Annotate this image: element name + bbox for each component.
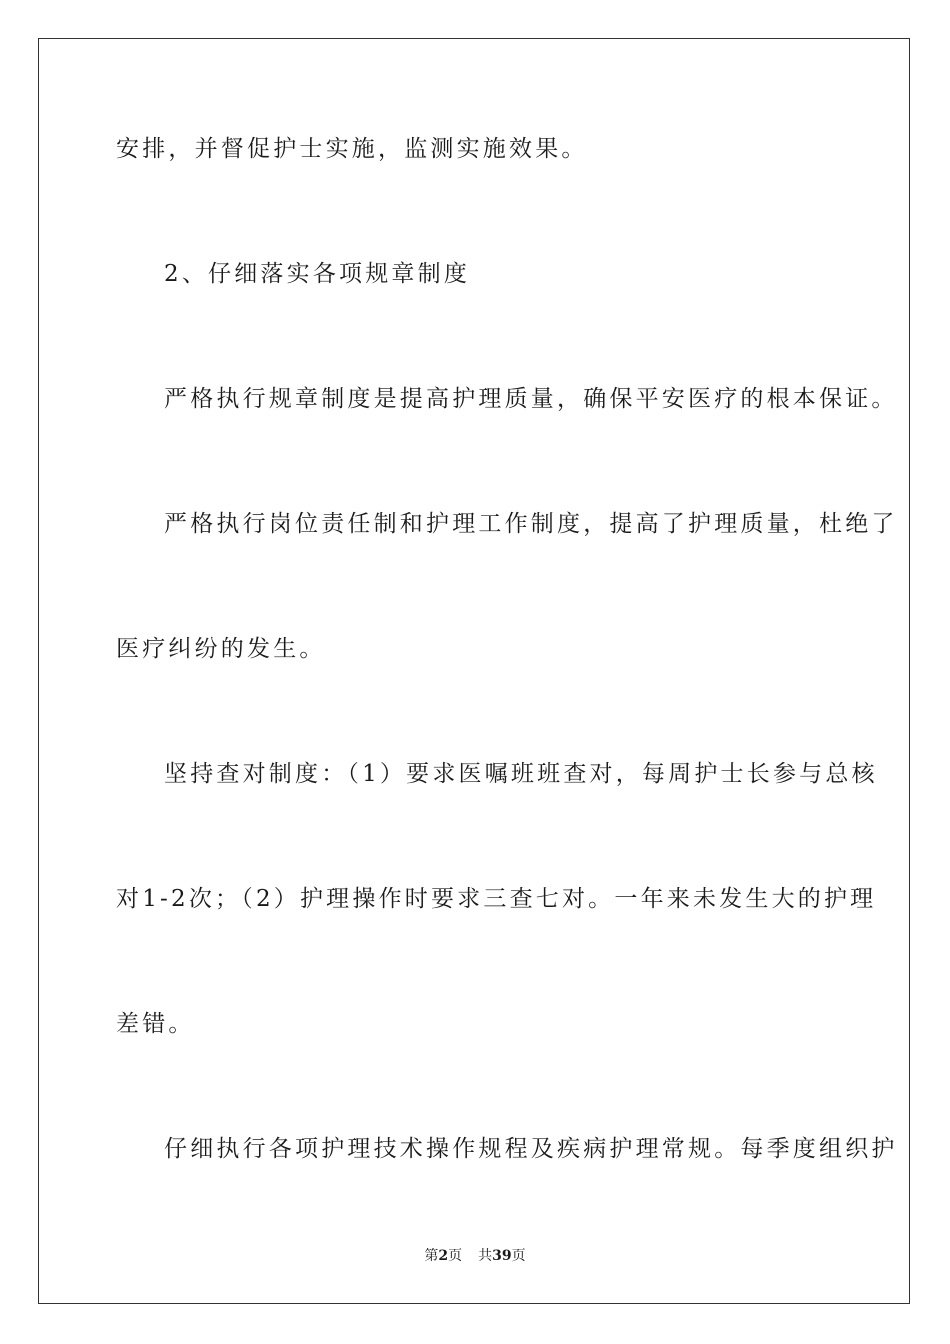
- paragraph-line-1: 安排，并督促护士实施，监测实施效果。: [116, 136, 588, 162]
- page-prefix: 第: [424, 1248, 439, 1264]
- section-heading: 2、仔细落实各项规章制度: [164, 261, 471, 287]
- total-prefix: 共: [478, 1248, 493, 1264]
- paragraph-line-3: 严格执行岗位责任制和护理工作制度，提高了护理质量，杜绝了: [164, 511, 898, 537]
- paragraph-line-4: 医疗纠纷的发生。: [116, 636, 326, 662]
- page-footer: [0, 1246, 950, 1266]
- paragraph-line-2: 严格执行规章制度是提高护理质量，确保平安医疗的根本保证。: [164, 386, 898, 412]
- paragraph-line-8: 仔细执行各项护理技术操作规程及疾病护理常规。每季度组织护: [164, 1136, 898, 1162]
- page-unit: 页: [448, 1248, 463, 1264]
- total-page-number: 39: [492, 1248, 512, 1264]
- page-border: [38, 38, 910, 1304]
- paragraph-line-6: 对1-2次；（2）护理操作时要求三查七对。一年来未发生大的护理: [116, 886, 877, 912]
- paragraph-line-5: 坚持查对制度：（1）要求医嘱班班查对，每周护士长参与总核: [164, 761, 878, 787]
- paragraph-line-7: 差错。: [116, 1011, 195, 1037]
- current-page-number: 2: [438, 1248, 449, 1264]
- total-unit: 页: [511, 1248, 526, 1264]
